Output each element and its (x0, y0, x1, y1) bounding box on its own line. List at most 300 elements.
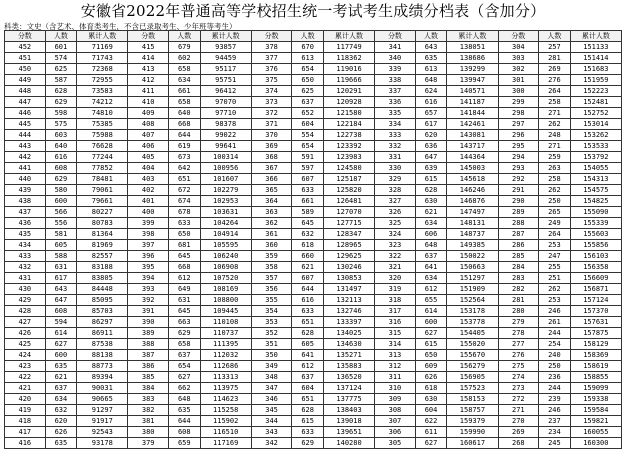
table-cell: 661 (292, 196, 324, 207)
table-cell: 444 (5, 130, 46, 141)
table-cell: 136520 (323, 372, 374, 383)
table-cell: 580 (45, 185, 77, 196)
table-cell: 340 (375, 53, 416, 64)
table-cell: 90031 (77, 383, 128, 394)
table-row (5, 174, 622, 185)
table-cell: 74810 (77, 108, 128, 119)
table-cell: 297 (498, 119, 539, 130)
table-cell: 396 (128, 251, 169, 262)
table-cell: 77852 (77, 163, 128, 174)
table-cell: 119666 (323, 75, 374, 86)
table-cell: 258 (539, 174, 571, 185)
table-cell: 276 (498, 350, 539, 361)
table-cell: 651 (292, 394, 324, 405)
table-cell: 614 (415, 306, 447, 317)
table-cell: 264 (539, 86, 571, 97)
table-cell: 383 (128, 394, 169, 405)
table-cell: 407 (128, 130, 169, 141)
table-cell: 135883 (323, 361, 374, 372)
table-cell: 291 (498, 185, 539, 196)
table-cell: 411 (128, 86, 169, 97)
column-header: 人数 (169, 31, 201, 42)
table-cell: 342 (251, 438, 292, 449)
column-header: 人数 (292, 31, 324, 42)
table-cell: 663 (169, 317, 201, 328)
table-cell: 101607 (200, 174, 251, 185)
table-cell: 634 (169, 75, 201, 86)
table-cell: 105595 (200, 240, 251, 251)
table-cell: 363 (251, 207, 292, 218)
table-cell: 94459 (200, 53, 251, 64)
table-cell: 418 (5, 416, 46, 427)
table-cell: 600 (45, 350, 77, 361)
table-cell: 100956 (200, 163, 251, 174)
table-cell: 443 (5, 141, 46, 152)
table-cell: 155020 (447, 339, 498, 350)
table-row (5, 317, 622, 328)
table-cell: 377 (251, 53, 292, 64)
table-cell: 159990 (447, 427, 498, 438)
table-cell: 132746 (323, 306, 374, 317)
table-cell: 672 (169, 185, 201, 196)
table-cell: 639 (415, 163, 447, 174)
table-cell: 356 (251, 284, 292, 295)
table-cell: 99022 (200, 130, 251, 141)
table-cell: 324 (375, 229, 416, 240)
table-cell: 648 (415, 240, 447, 251)
table-cell: 625 (292, 86, 324, 97)
table-cell: 668 (169, 119, 201, 130)
table-cell: 662 (169, 383, 201, 394)
table-cell: 641 (292, 350, 324, 361)
table-cell: 302 (498, 64, 539, 75)
table-cell: 153792 (570, 152, 621, 163)
table-cell: 301 (498, 75, 539, 86)
table-cell: 273 (498, 383, 539, 394)
table-cell: 154575 (570, 185, 621, 196)
table-cell: 96412 (200, 86, 251, 97)
table-cell: 591 (292, 152, 324, 163)
table-cell: 115258 (200, 405, 251, 416)
table-cell: 106908 (200, 262, 251, 273)
table-cell: 331 (375, 152, 416, 163)
table-cell: 645 (292, 218, 324, 229)
table-cell: 108169 (200, 284, 251, 295)
table-cell: 133397 (323, 317, 374, 328)
table-cell: 415 (128, 42, 169, 53)
table-cell: 347 (251, 383, 292, 394)
table-cell: 409 (128, 108, 169, 119)
table-cell: 287 (498, 229, 539, 240)
table-cell: 151297 (447, 273, 498, 284)
table-cell: 160617 (447, 438, 498, 449)
table-cell: 236 (539, 372, 571, 383)
table-cell: 93178 (77, 438, 128, 449)
table-row (5, 64, 622, 75)
table-cell: 150663 (447, 262, 498, 273)
table-cell: 110737 (200, 328, 251, 339)
table-cell: 606 (415, 229, 447, 240)
table-cell: 395 (128, 262, 169, 273)
table-row (5, 108, 622, 119)
table-cell: 681 (169, 240, 201, 251)
table-cell: 660 (292, 251, 324, 262)
table-row (5, 130, 622, 141)
table-cell: 126481 (323, 196, 374, 207)
table-cell: 108800 (200, 295, 251, 306)
table-cell: 352 (251, 328, 292, 339)
table-cell: 97710 (200, 108, 251, 119)
table-cell: 372 (251, 108, 292, 119)
table-cell: 556 (45, 218, 77, 229)
table-cell: 678 (169, 207, 201, 218)
table-cell: 300 (498, 86, 539, 97)
table-cell: 374 (251, 86, 292, 97)
table-cell: 120291 (323, 86, 374, 97)
table-cell: 658 (169, 97, 201, 108)
table-cell: 433 (5, 251, 46, 262)
table-cell: 637 (292, 97, 324, 108)
table-cell: 615 (415, 339, 447, 350)
table-cell: 140571 (447, 86, 498, 97)
table-cell: 130853 (323, 273, 374, 284)
table-cell: 605 (292, 339, 324, 350)
table-cell: 605 (45, 240, 77, 251)
table-cell: 642 (169, 163, 201, 174)
table-cell: 132113 (323, 295, 374, 306)
table-cell: 154055 (570, 163, 621, 174)
table-cell: 450 (5, 64, 46, 75)
table-row (5, 438, 622, 449)
table-cell: 85095 (77, 295, 128, 306)
table-cell: 315 (375, 328, 416, 339)
table-cell: 318 (375, 295, 416, 306)
table-cell: 410 (128, 97, 169, 108)
table-cell: 93857 (200, 42, 251, 53)
table-cell: 631 (169, 295, 201, 306)
table-cell: 278 (498, 328, 539, 339)
table-cell: 423 (5, 361, 46, 372)
table-cell: 654 (169, 361, 201, 372)
table-cell: 72955 (77, 75, 128, 86)
table-cell: 346 (251, 394, 292, 405)
table-cell: 612 (169, 273, 201, 284)
table-cell: 159821 (570, 416, 621, 427)
table-cell: 393 (128, 284, 169, 295)
table-cell: 91917 (77, 416, 128, 427)
table-cell: 274 (498, 372, 539, 383)
table-cell: 365 (251, 185, 292, 196)
table-cell: 71743 (77, 53, 128, 64)
table-cell: 588 (45, 251, 77, 262)
table-cell: 650 (292, 75, 324, 86)
table-cell: 382 (128, 405, 169, 416)
table-row (5, 163, 622, 174)
table-cell: 152481 (570, 97, 621, 108)
table-row (5, 42, 622, 53)
table-cell: 654 (292, 141, 324, 152)
table-cell: 258 (539, 97, 571, 108)
table-cell: 80783 (77, 218, 128, 229)
table-cell: 154825 (570, 196, 621, 207)
table-cell: 91297 (77, 405, 128, 416)
table-cell: 615 (415, 174, 447, 185)
table-cell: 355 (251, 295, 292, 306)
table-cell: 309 (375, 394, 416, 405)
table-cell: 426 (5, 328, 46, 339)
table-cell: 145618 (447, 174, 498, 185)
table-cell: 90665 (77, 394, 128, 405)
table-cell: 281 (539, 53, 571, 64)
table-cell: 608 (45, 163, 77, 174)
table-cell: 275 (498, 361, 539, 372)
table-cell: 344 (251, 416, 292, 427)
table-cell: 435 (5, 229, 46, 240)
table-cell: 427 (5, 317, 46, 328)
table-cell: 620 (415, 130, 447, 141)
table-cell: 114623 (200, 394, 251, 405)
table-cell: 628 (45, 86, 77, 97)
table-cell: 314 (375, 339, 416, 350)
table-cell: 151133 (570, 42, 621, 53)
table-cell: 311 (375, 372, 416, 383)
table-cell: 115902 (200, 416, 251, 427)
table-cell: 159379 (447, 416, 498, 427)
table-row (5, 251, 622, 262)
table-cell: 357 (251, 273, 292, 284)
table-cell: 158153 (447, 394, 498, 405)
table-cell: 143081 (447, 130, 498, 141)
table-cell: 160300 (570, 438, 621, 449)
table-cell: 151959 (570, 75, 621, 86)
table-cell: 417 (5, 427, 46, 438)
table-row (5, 218, 622, 229)
table-cell: 403 (128, 174, 169, 185)
table-cell: 413 (128, 64, 169, 75)
table-cell: 151414 (570, 53, 621, 64)
table-cell: 282 (498, 284, 539, 295)
table-cell: 138051 (447, 42, 498, 53)
table-row (5, 229, 622, 240)
table-cell: 312 (375, 361, 416, 372)
table-cell: 620 (45, 416, 77, 427)
table-cell: 157875 (570, 328, 621, 339)
table-cell: 659 (169, 438, 201, 449)
page-subtitle: 科类：文史（含艺术、体育类考生，不含已录取考生、少年班等考生） (4, 22, 237, 31)
table-cell: 76628 (77, 141, 128, 152)
column-header: 分数 (498, 31, 539, 42)
table-cell: 636 (415, 141, 447, 152)
table-cell: 104914 (200, 229, 251, 240)
table-cell: 307 (375, 416, 416, 427)
table-cell: 317 (375, 306, 416, 317)
table-cell: 240 (539, 350, 571, 361)
table-cell: 113313 (200, 372, 251, 383)
table-cell: 262 (539, 119, 571, 130)
table-cell: 244 (539, 383, 571, 394)
table-cell: 308 (375, 405, 416, 416)
table-cell: 156103 (570, 251, 621, 262)
table-cell: 319 (375, 284, 416, 295)
table-cell: 381 (128, 416, 169, 427)
table-cell: 119016 (323, 64, 374, 75)
table-cell: 635 (169, 405, 201, 416)
table-cell: 602 (169, 53, 201, 64)
table-cell: 385 (128, 372, 169, 383)
table-cell: 292 (498, 174, 539, 185)
table-header (5, 31, 622, 42)
table-cell: 116510 (200, 427, 251, 438)
table-cell: 263 (539, 163, 571, 174)
table-cell: 259 (539, 152, 571, 163)
table-cell: 612 (415, 284, 447, 295)
table-cell: 598 (45, 108, 77, 119)
table-cell: 128347 (323, 229, 374, 240)
table-cell: 102953 (200, 196, 251, 207)
table-cell: 627 (45, 339, 77, 350)
table-cell: 362 (251, 218, 292, 229)
table-cell: 152564 (447, 295, 498, 306)
table-cell: 75988 (77, 130, 128, 141)
table-cell: 608 (169, 427, 201, 438)
table-cell: 113975 (200, 383, 251, 394)
column-header: 累计人数 (447, 31, 498, 42)
table-cell: 336 (375, 97, 416, 108)
table-cell: 604 (292, 383, 324, 394)
table-cell: 436 (5, 218, 46, 229)
table-cell: 366 (251, 174, 292, 185)
table-cell: 135271 (323, 350, 374, 361)
table-cell: 88138 (77, 350, 128, 361)
table-cell: 79661 (77, 196, 128, 207)
table-cell: 81364 (77, 229, 128, 240)
table-cell: 97070 (200, 97, 251, 108)
table-cell: 401 (128, 196, 169, 207)
table-cell: 597 (292, 163, 324, 174)
table-cell: 339 (375, 64, 416, 75)
table-cell: 284 (498, 262, 539, 273)
table-cell: 121580 (323, 108, 374, 119)
table-cell: 607 (292, 174, 324, 185)
table-cell: 117169 (200, 438, 251, 449)
table-cell: 637 (169, 350, 201, 361)
table-cell: 581 (45, 229, 77, 240)
table-cell: 394 (128, 273, 169, 284)
table-cell: 432 (5, 262, 46, 273)
table-row (5, 328, 622, 339)
table-cell: 269 (498, 427, 539, 438)
table-row (5, 416, 622, 427)
table-cell: 271 (539, 141, 571, 152)
table-row (5, 394, 622, 405)
table-row (5, 383, 622, 394)
table-cell: 156609 (570, 273, 621, 284)
table-cell: 153178 (447, 306, 498, 317)
table-cell: 321 (375, 262, 416, 273)
table-row (5, 97, 622, 108)
table-cell: 361 (251, 229, 292, 240)
table-cell: 633 (292, 185, 324, 196)
table-cell: 644 (169, 416, 201, 427)
table-cell: 386 (128, 361, 169, 372)
table-cell: 250 (539, 361, 571, 372)
table-cell: 253 (539, 240, 571, 251)
table-cell: 154405 (447, 328, 498, 339)
table-cell: 624 (415, 86, 447, 97)
table-cell: 654 (292, 64, 324, 75)
table-cell: 575 (45, 119, 77, 130)
table-cell: 125820 (323, 185, 374, 196)
table-cell: 630 (415, 196, 447, 207)
table-cell: 647 (45, 295, 77, 306)
table-cell: 400 (128, 207, 169, 218)
table-cell: 102279 (200, 185, 251, 196)
table-cell: 92543 (77, 427, 128, 438)
table-cell: 422 (5, 372, 46, 383)
table-cell: 424 (5, 350, 46, 361)
column-header: 分数 (251, 31, 292, 42)
table-cell: 633 (292, 427, 324, 438)
table-cell: 159584 (570, 405, 621, 416)
table-cell: 157523 (447, 383, 498, 394)
table-cell: 448 (5, 86, 46, 97)
table-cell: 640 (169, 108, 201, 119)
table-cell: 280 (498, 306, 539, 317)
table-row (5, 339, 622, 350)
table-cell: 353 (251, 317, 292, 328)
table-cell: 156905 (447, 372, 498, 383)
table-cell: 104264 (200, 218, 251, 229)
table-cell: 159338 (570, 394, 621, 405)
table-row (5, 284, 622, 295)
table-cell: 611 (415, 427, 447, 438)
table-cell: 277 (498, 339, 539, 350)
table-cell: 643 (415, 42, 447, 53)
table-cell: 160055 (570, 427, 621, 438)
table-cell: 122184 (323, 119, 374, 130)
table-row (5, 240, 622, 251)
table-cell: 370 (251, 130, 292, 141)
table-cell: 153262 (570, 130, 621, 141)
table-cell: 103631 (200, 207, 251, 218)
table-cell: 390 (128, 317, 169, 328)
table-cell: 293 (498, 163, 539, 174)
table-cell: 148737 (447, 229, 498, 240)
table-cell: 373 (251, 97, 292, 108)
table-cell: 142461 (447, 119, 498, 130)
table-cell: 288 (498, 218, 539, 229)
table-cell: 78481 (77, 174, 128, 185)
table-cell: 155603 (570, 229, 621, 240)
table-cell: 139651 (323, 427, 374, 438)
table-cell: 253 (539, 295, 571, 306)
table-cell: 341 (375, 42, 416, 53)
column-header: 累计人数 (570, 31, 621, 42)
table-cell: 634 (415, 218, 447, 229)
table-cell: 271 (539, 108, 571, 119)
table-cell: 635 (45, 361, 77, 372)
table-cell: 269 (539, 64, 571, 75)
table-cell: 71169 (77, 42, 128, 53)
table-cell: 658 (169, 339, 201, 350)
table-cell: 360 (251, 240, 292, 251)
table-cell: 306 (375, 427, 416, 438)
table-cell: 87538 (77, 339, 128, 350)
table-cell: 250 (539, 196, 571, 207)
table-row (5, 86, 622, 97)
table-cell: 127715 (323, 218, 374, 229)
table-row (5, 405, 622, 416)
